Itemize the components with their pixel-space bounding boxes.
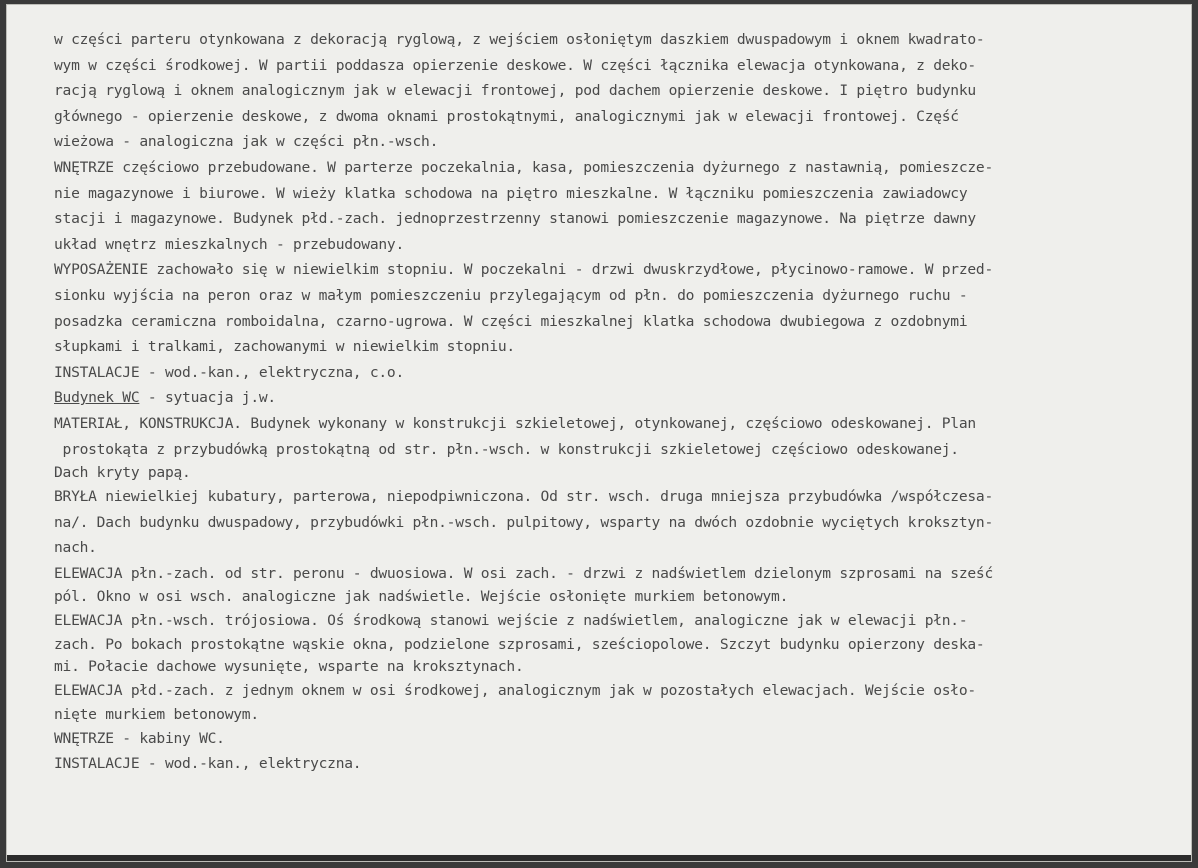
text-line: INSTALACJE - wod.-kan., elektryczna. xyxy=(54,755,362,773)
text-line: ELEWACJA płn.-zach. od str. peronu - dwuosiowa. W osi zach. - drzwi z nadświetlem dzielonym szprosami na sześć xyxy=(54,564,993,582)
text-line: słupkami i tralkami, zachowanymi w niewielkim stopniu. xyxy=(54,338,515,356)
text-line: INSTALACJE - wod.-kan., elektryczna, c.o. xyxy=(54,363,404,381)
text-line: posadzka ceramiczna romboidalna, czarno-ugrowa. W części mieszkalnej klatka schodowa dwubiegowa z ozdobnymi xyxy=(54,312,968,330)
typewritten-text-block xyxy=(54,27,1182,777)
section-heading-wc xyxy=(54,385,1182,411)
text-line: na/. Dach budynku dwuspadowy, przybudówki płn.-wsch. pulpitowy, wsparty na dwóch ozdobnie wyciętych kroksztyn- xyxy=(54,513,993,531)
text-line: WNĘTRZE - kabiny WC. xyxy=(54,729,225,747)
text-line: układ wnętrz mieszkalnych - przebudowany. xyxy=(54,235,404,253)
text-line: zach. Po bokach prostokątne wąskie okna, podzielone szprosami, sześciopolowe. Szczyt budynku opierzony deska- xyxy=(54,636,985,654)
text-line: ELEWACJA płn.-wsch. trójosiowa. Oś środkową stanowi wejście z nadświetlem, analogiczne jak w elewacji płn.- xyxy=(54,612,968,630)
text-line: WNĘTRZE częściowo przebudowane. W parterze poczekalnia, kasa, pomieszczenia dyżurnego z nastawnią, pomieszcze- xyxy=(54,158,993,176)
text-line: BRYŁA niewielkiej kubatury, parterowa, niepodpiwniczona. Od str. wsch. druga mniejsza przybudówka /współczesa- xyxy=(54,488,993,506)
text-line: ELEWACJA płd.-zach. z jednym oknem w osi środkowej, analogicznym jak w pozostałych elewacjach. Wejście osło- xyxy=(54,682,976,700)
wc-heading-rest: - sytuacja j.w. xyxy=(139,389,276,407)
text-line: MATERIAŁ, KONSTRUKCJA. Budynek wykonany w konstrukcji szkieletowej, otynkowanej, częściowo odeskowanej. Plan xyxy=(54,414,976,432)
card-bottom-edge xyxy=(7,855,1191,861)
text-line: wym w części środkowej. W partii poddasza opierzenie deskowe. W części łącznika elewacja otynkowana, z deko- xyxy=(54,56,976,74)
text-line: prostokąta z przybudówką prostokątną od str. płn.-wsch. w konstrukcji szkieletowej częściowo odeskowanej. xyxy=(54,440,959,458)
text-line: Dach kryty papą. xyxy=(54,464,191,482)
text-line: nie magazynowe i biurowe. W wieży klatka schodowa na piętro mieszkalne. W łączniku pomieszczenia zawiadowcy xyxy=(54,184,968,202)
text-line: pól. Okno w osi wsch. analogiczne jak nadświetle. Wejście osłonięte murkiem betonowym. xyxy=(54,588,789,606)
text-line: wieżowa - analogiczna jak w części płn.-wsch. xyxy=(54,133,439,151)
archival-record-card xyxy=(6,4,1192,862)
text-line: WYPOSAŻENIE zachowało się w niewielkim stopniu. W poczekalni - drzwi dwuskrzydłowe, płycinowo-ramowe. W przed- xyxy=(54,261,993,279)
text-line: nięte murkiem betonowym. xyxy=(54,705,259,723)
text-line: mi. Połacie dachowe wysunięte, wsparte na kroksztynach. xyxy=(54,658,524,676)
text-line: sionku wyjścia na peron oraz w małym pomieszczeniu przylegającym od płn. do pomieszczenia dyżurnego ruchu - xyxy=(54,286,968,304)
text-line: racją ryglową i oknem analogicznym jak w elewacji frontowej, pod dachem opierzenie deskowe. I piętro budynku xyxy=(54,82,976,100)
text-line: stacji i magazynowe. Budynek płd.-zach. jednoprzestrzenny stanowi pomieszczenie magazynowe. Na piętrze dawny xyxy=(54,210,976,228)
text-line: w części parteru otynkowana z dekoracją ryglową, z wejściem osłoniętym daszkiem dwuspadowym i oknem kwadrato- xyxy=(54,31,985,48)
text-line: głównego - opierzenie deskowe, z dwoma oknami prostokątnymi, analogicznymi jak w elewacji frontowej. Część xyxy=(54,107,959,125)
text-line: nach. xyxy=(54,539,97,557)
wc-building-name: Budynek WC xyxy=(54,389,140,407)
